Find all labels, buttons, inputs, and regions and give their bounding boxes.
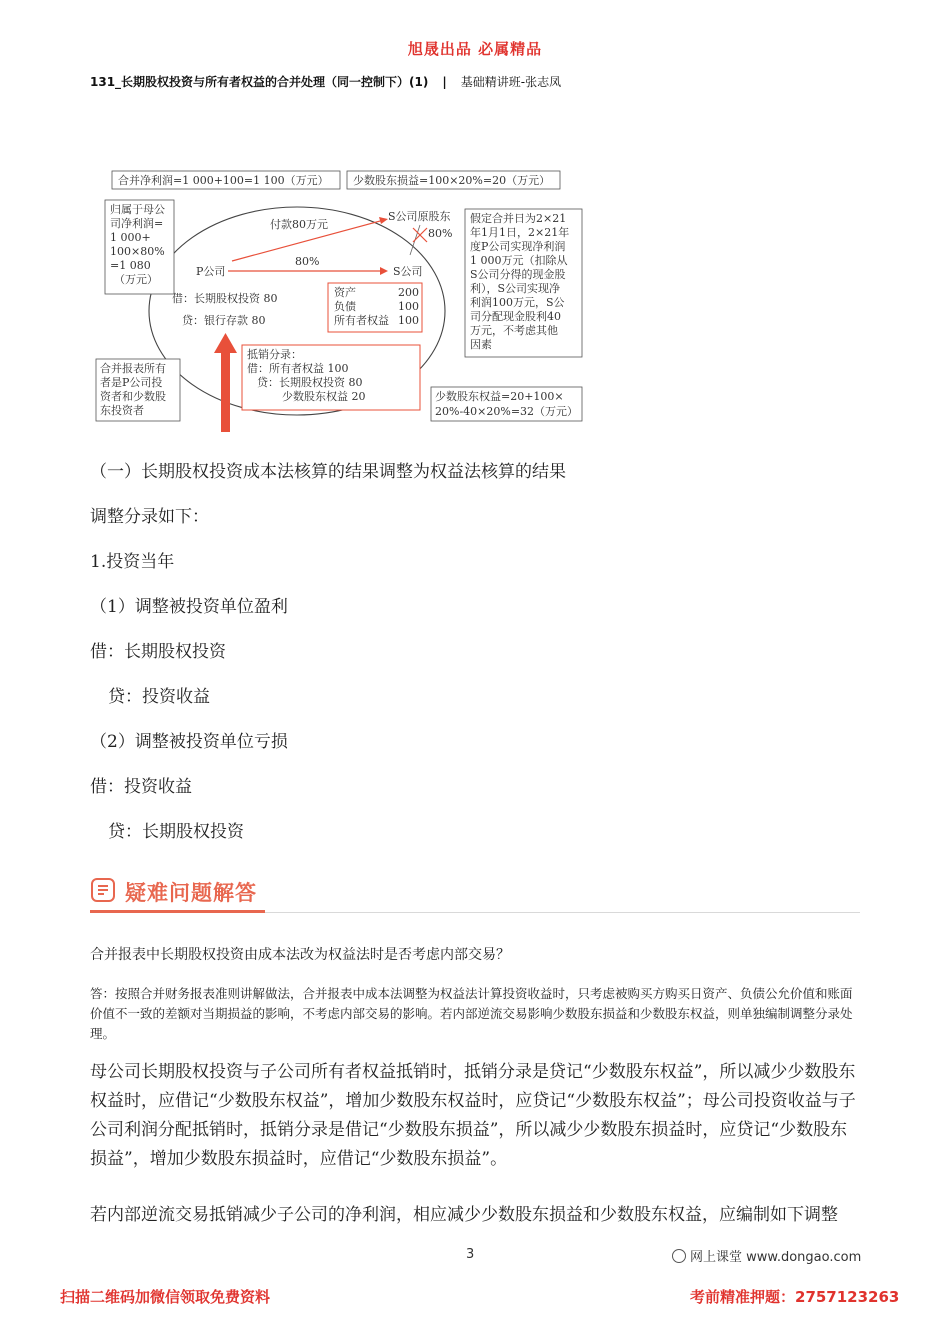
item1-heading: （1）调整被投资单位盈利 (90, 597, 288, 617)
assumption-line: 假定合并日为2×21 (470, 212, 567, 225)
balance-assets-label: 资产 (334, 286, 356, 299)
course-title: 131_长期股权投资与所有者权益的合并处理（同一控制下）(1) (90, 75, 429, 89)
elimination-line: 抵销分录： (247, 348, 302, 361)
faq-list-icon (90, 877, 116, 903)
owners-note-line: 资者和少数股 (100, 390, 166, 403)
faq-paragraph-1: 母公司长期股权投资与子公司所有者权益抵销时，抵销分录是贷记“少数股东权益”，所以减少少数股东权益时，应借记“少数股东权益”，增加少数股东权益时，应贷记“少数股东权益”；母公司投资收益与子公司利润分配抵销时，抵销分录是借记“少数股东损益”，所以减少少数股东损益时，应贷记“少数股东损益”，增加少数股东损益时，应借记“少数股东损益”。 (90, 1062, 856, 1169)
balance-equity-label: 所有者权益 (334, 314, 389, 327)
assumption-line: 利润100万元，S公 (470, 296, 565, 309)
elimination-line: 少数股东权益 20 (282, 390, 366, 403)
header-separator: | (442, 75, 447, 89)
owners-note-line: 东投资者 (100, 404, 144, 417)
brand (672, 1246, 861, 1265)
assumption-line: 司分配现金股利40 (470, 310, 561, 323)
item2-heading: （2）调整被投资单位亏损 (90, 732, 288, 752)
top-banner: 旭晟出品 必属精品 (407, 40, 543, 58)
faq-question: 合并报表中长期股权投资由成本法改为权益法时是否考虑内部交易？ (90, 947, 510, 963)
elimination-line: 贷：长期股权投资 80 (257, 376, 363, 389)
payment-label: 付款80万元 (270, 218, 328, 231)
faq-title-underline (90, 910, 265, 913)
assumption-line: 1 000万元（扣除从 (470, 254, 568, 267)
section-heading: （一）长期股权投资成本法核算的结果调整为权益法核算的结果 (90, 462, 566, 482)
parent-share-line: 1 000+ (110, 231, 151, 244)
parent-share-line: （万元） (114, 273, 158, 286)
assumption-line: S公司分得的现金股 (470, 268, 566, 281)
s-original-holder: S公司原股东 (388, 210, 451, 223)
faq-title: 疑难问题解答 (125, 880, 257, 905)
entry-debit: 借：长期股权投资 80 (172, 292, 278, 305)
elimination-line: 借：所有者权益 100 (247, 362, 349, 375)
item1-debit: 借：长期股权投资 (90, 642, 226, 662)
course-subtitle: 基础精讲班-张志凤 (460, 75, 562, 89)
item2-debit: 借：投资收益 (90, 777, 192, 797)
minority-profit-text: 少数股东损益=100×20%=20（万元） (353, 174, 551, 187)
owners-note-line: 合并报表所有 (100, 362, 166, 375)
page-number: 3 (466, 1247, 475, 1262)
balance-liab-value: 100 (398, 300, 419, 313)
assumption-line: 利），S公司实现净 (470, 282, 561, 295)
adjust-intro: 调整分录如下： (90, 507, 209, 527)
assumption-line: 万元，不考虑其他 (470, 324, 558, 337)
footer-right-promo: 考前精准押题：2757123263 (690, 1288, 900, 1306)
year-label: 1.投资当年 (90, 552, 175, 572)
entry-credit: 贷：银行存款 80 (182, 314, 266, 327)
parent-share-line: 归属于母公 (110, 203, 165, 216)
owners-note-line: 者是P公司投 (100, 376, 163, 389)
parent-share-line: 司净利润= (110, 217, 164, 230)
s-company: S公司 (393, 265, 423, 278)
course-header (90, 73, 561, 90)
balance-assets-value: 200 (398, 286, 419, 299)
s-original-pct: 80% (428, 227, 453, 240)
parent-share-line: =1 080 (110, 259, 151, 272)
assumption-line: 度P公司实现净利润 (470, 240, 566, 253)
balance-equity-value: 100 (398, 314, 419, 327)
holding-pct: 80% (295, 255, 320, 268)
item1-credit: 贷：投资收益 (108, 687, 210, 707)
brand-text: 网上课堂 www.dongao.com (690, 1250, 862, 1265)
brand-logo-icon (672, 1249, 686, 1263)
footer-left-promo: 扫描二维码加微信领取免费资料 (60, 1288, 271, 1306)
minority-equity-line: 20%-40×20%=32（万元） (435, 405, 579, 418)
assumption-line: 因素 (470, 338, 492, 351)
p-company: P公司 (196, 265, 226, 278)
consolidation-diagram (92, 165, 592, 435)
minority-equity-line: 少数股东权益=20+100× (435, 390, 564, 403)
parent-share-line: 100×80% (110, 245, 165, 258)
item2-credit: 贷：长期股权投资 (108, 822, 244, 842)
assumption-line: 年1月1日，2×21年 (470, 226, 570, 239)
faq-answer: 答：按照合并财务报表准则讲解做法，合并报表中成本法调整为权益法计算投资收益时，只考虑被购买方购买日资产、负债公允价值和账面价值不一致的差额对当期损益的影响，不考虑内部交易的影响。若内部逆流交易影响少数股东损益和少数股东权益，则单独编制调整分录处理。 (90, 986, 853, 1041)
consolidated-profit-text: 合并净利润=1 000+100=1 100（万元） (118, 174, 329, 187)
faq-paragraph-2: 若内部逆流交易抵销减少子公司的净利润，相应减少少数股东损益和少数股东权益，应编制如下调整 (90, 1205, 838, 1225)
balance-liab-label: 负债 (334, 300, 356, 313)
